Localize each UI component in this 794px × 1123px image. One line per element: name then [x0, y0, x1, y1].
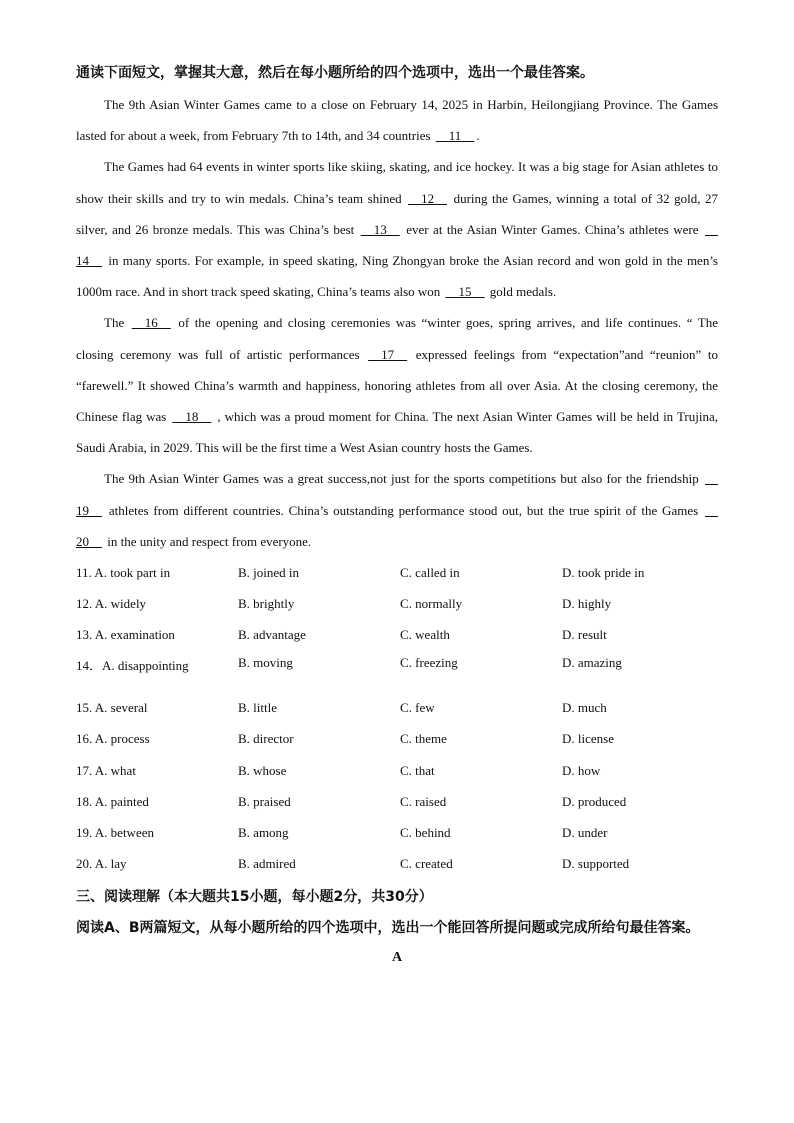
option-b: B. advantage [238, 627, 306, 643]
option-c: C. theme [400, 731, 447, 747]
blank-number: 16 [131, 315, 171, 331]
passage-paragraph [76, 89, 718, 151]
blank-number: 17 [368, 346, 408, 362]
blank-number: 14 [76, 221, 718, 269]
option-b: B. whose [238, 762, 287, 778]
option-b: B. admired [238, 856, 296, 872]
option-d: D. much [562, 700, 607, 716]
blank-number: 18 [172, 409, 212, 425]
passage-text: athletes from different countries. China’s outstanding performance stood out, but the true spirit of the Games [104, 502, 703, 518]
option-row [76, 557, 718, 588]
option-b: B. moving [238, 654, 293, 670]
option-a: 18. A. painted [76, 793, 149, 809]
option-a: 11. A. took part in [76, 564, 171, 580]
passage-text: during the Games, winning a total of 32 gold, 27 silver, and 26 bronze medals. This was China’s best [76, 190, 718, 237]
option-row [76, 693, 718, 724]
option-b: B. joined in [238, 564, 300, 580]
option-c: C. normally [400, 595, 463, 611]
option-a: 15. A. several [76, 700, 148, 716]
passage-text: ever at the Asian Winter Games. China’s athletes were [401, 221, 703, 237]
option-c: C. raised [400, 793, 447, 809]
option-d: D. license [562, 731, 614, 747]
option-b: B. praised [238, 793, 291, 809]
option-d: D. supported [562, 856, 630, 872]
section-instruction: 阅读A、B两篇短文，从每小题所给的四个选项中，选出一个能回答所提问题或完成所给句最佳答案。 [76, 919, 700, 936]
document-page [76, 58, 718, 966]
passage-label: A [391, 949, 403, 965]
option-d: D. how [562, 762, 601, 778]
option-c: C. few [400, 700, 435, 716]
passage-paragraph [76, 307, 718, 463]
option-row [76, 755, 718, 786]
option-a: 20. A. lay [76, 856, 127, 872]
option-b: B. among [238, 824, 289, 840]
blank-number: 13 [360, 221, 400, 237]
blank-number: 11 [435, 128, 475, 144]
option-a: 13. A. examination [76, 627, 175, 643]
passage-text: The 9th Asian Winter Games was a great success,not just for the sports competitions but also for the friendship [104, 471, 703, 487]
option-a: 14．A. disappointing [76, 657, 189, 673]
option-d: D. under [562, 824, 608, 840]
option-row [76, 651, 718, 693]
option-c: C. called in [400, 564, 460, 580]
option-a: 12. A. widely [76, 595, 147, 611]
option-row [76, 849, 718, 880]
passage-text: The Games had 64 events in winter sports like skiing, skating, and ice hockey. It was a big stage for Asian athletes to show their skills and try to win medals. China’s team shined [76, 159, 718, 206]
option-d: D. amazing [562, 654, 622, 670]
option-b: B. director [238, 731, 294, 747]
cloze-passage [76, 89, 718, 557]
option-c: C. created [400, 856, 453, 872]
passage-paragraph [76, 151, 718, 307]
option-d: D. result [562, 627, 607, 643]
option-a: 19. A. between [76, 824, 154, 840]
option-row [76, 724, 718, 755]
section-title: 三、阅读理解（本大题共15小题，每小题2分，共30分） [76, 888, 433, 905]
passage-text: in many sports. For example, in speed skating, Ning Zhongyan broke the Asian record and won gold in the men’s 1000m race. And in short track speed skating, China’s teams also won [76, 253, 718, 300]
option-row [76, 817, 718, 848]
option-b: B. little [238, 700, 277, 716]
passage-text: expressed feelings from “expectation”and “reunion” to “farewell.” It showed China’s warmth and happiness, honoring athletes from all over Asia. At the closing ceremony, the Chinese flag was [76, 346, 718, 425]
option-b: B. brightly [238, 595, 295, 611]
blank-number: 12 [408, 190, 448, 206]
option-a: 16. A. process [76, 731, 150, 747]
option-row [76, 786, 718, 817]
passage-paragraph [76, 463, 718, 557]
passage-text: gold medals. [486, 284, 557, 300]
option-d: D. highly [562, 595, 612, 611]
option-row [76, 619, 718, 650]
option-c: C. freezing [400, 654, 458, 670]
option-d: D. took pride in [562, 564, 645, 580]
option-c: C. wealth [400, 627, 450, 643]
passage-text: in the unity and respect from everyone. [104, 533, 312, 549]
passage-text: The [104, 315, 130, 331]
option-a: 17. A. what [76, 762, 136, 778]
blank-number: 15 [445, 284, 485, 300]
passage-text: The 9th Asian Winter Games came to a close on February 14, 2025 in Harbin, Heilongjiang Province. The Games lasted for about a week, from February 7th to 14th, and 34 countries [76, 97, 718, 144]
option-row [76, 588, 718, 619]
passage-text: . [476, 128, 480, 144]
cloze-instruction: 通读下面短文，掌握其大意，然后在每小题所给的四个选项中，选出一个最佳答案。 [76, 65, 594, 81]
blank-number: 20 [76, 502, 718, 549]
option-c: C. that [400, 762, 435, 778]
options-list [76, 557, 718, 880]
option-c: C. behind [400, 824, 451, 840]
passage-text: , which was a proud moment for China. The next Asian Winter Games will be held in Trujina, Saudi Arabia, in 2029. This will be the first time a West Asian country hosts the Games. [76, 409, 718, 456]
passage-text: of the opening and closing ceremonies was “winter goes, spring arrives, and life continues. “ The closing ceremony was full of artistic performances [76, 315, 718, 362]
blank-number: 19 [76, 471, 718, 518]
option-d: D. produced [562, 793, 627, 809]
